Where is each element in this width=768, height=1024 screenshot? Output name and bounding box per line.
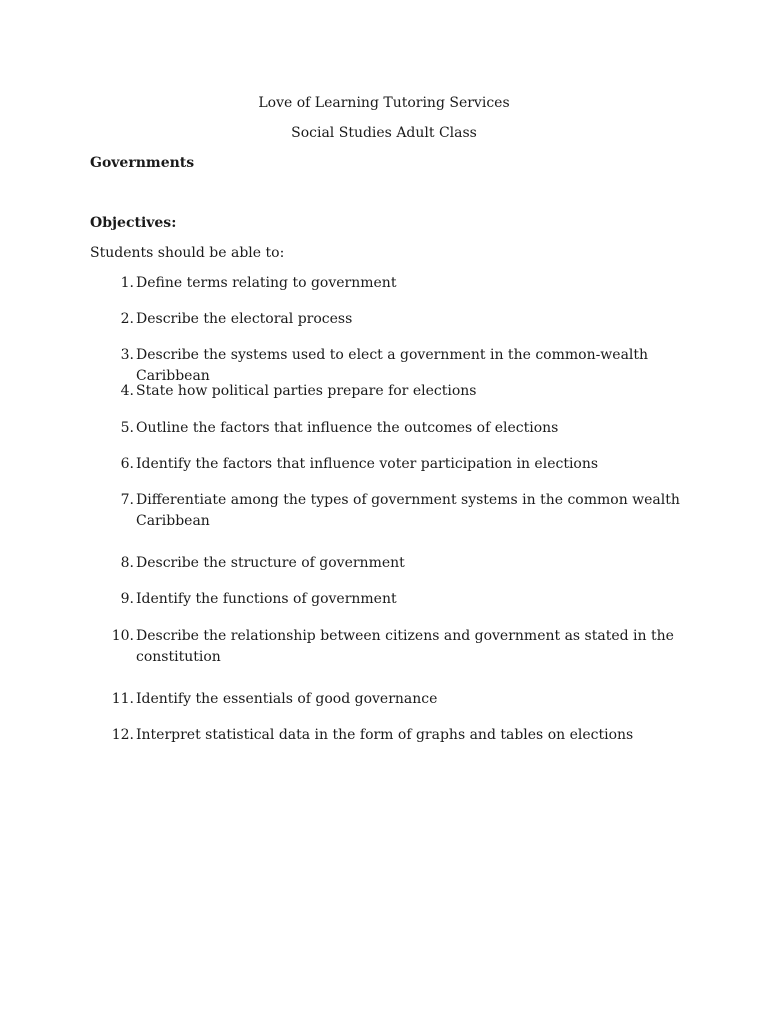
objective-text: Describe the systems used to elect a government in the common-wealth Caribbean <box>136 347 649 384</box>
objective-number: 6. <box>120 456 134 472</box>
objective-text: Differentiate among the types of government systems in the common wealth Caribbean <box>136 492 680 529</box>
objective-number: 3. <box>120 347 134 363</box>
objective-number: 12. <box>111 727 134 743</box>
objective-text: Describe the electoral process <box>136 311 353 327</box>
objectives-label: Objectives: <box>90 215 177 231</box>
objective-text: State how political parties prepare for elections <box>136 383 477 399</box>
objective-number: 1. <box>120 275 134 291</box>
organization-name: Love of Learning Tutoring Services <box>258 95 510 111</box>
section-title: Governments <box>90 155 195 171</box>
objective-number: 2. <box>120 311 134 327</box>
objective-text: Define terms relating to government <box>136 275 397 291</box>
objective-text: Identify the essentials of good governance <box>136 691 438 707</box>
objective-text: Interpret statistical data in the form of graphs and tables on elections <box>136 727 634 743</box>
objective-number: 4. <box>120 383 134 399</box>
objective-number: 11. <box>111 691 134 707</box>
objective-text: Describe the structure of government <box>136 555 405 571</box>
objective-text: Outline the factors that influence the outcomes of elections <box>136 420 559 436</box>
objective-number: 5. <box>120 420 134 436</box>
intro-text: Students should be able to: <box>90 245 285 261</box>
objective-number: 7. <box>120 492 134 508</box>
objective-number: 8. <box>120 555 134 571</box>
objective-text: Identify the factors that influence voter participation in elections <box>136 456 599 472</box>
objective-number: 10. <box>111 628 134 644</box>
objective-text: Describe the relationship between citizens and government as stated in the constitution <box>136 628 674 665</box>
class-name: Social Studies Adult Class <box>291 125 477 141</box>
objective-number: 9. <box>120 591 134 607</box>
objective-text: Identify the functions of government <box>136 591 397 607</box>
